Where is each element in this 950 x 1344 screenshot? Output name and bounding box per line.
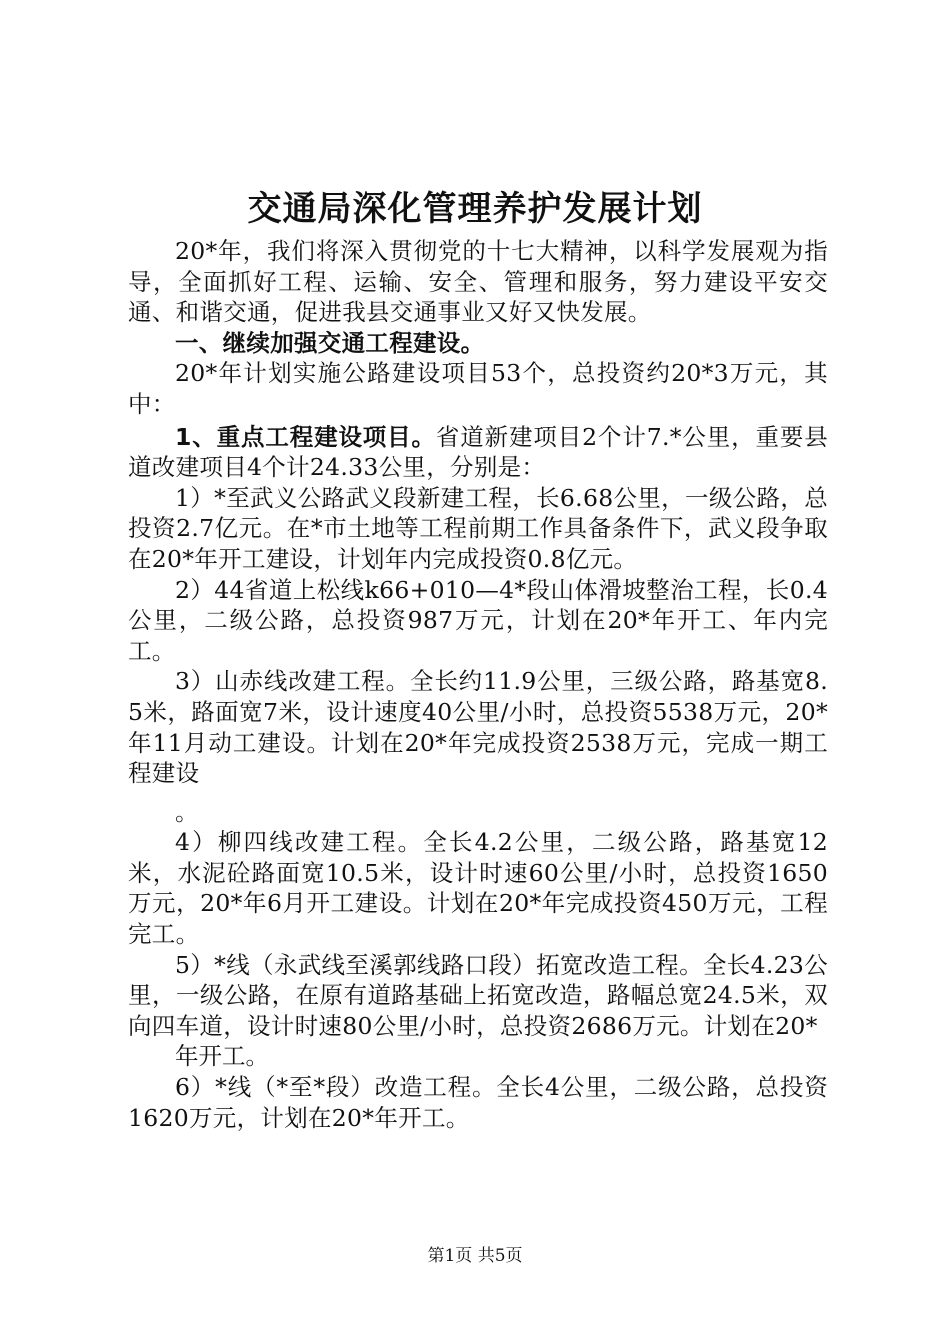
project-6-paragraph: 6）*线（*至*段）改造工程。全长4公里，二级公路，总投资1620万元，计划在20*年开工。 xyxy=(128,1073,828,1132)
project-5-tail: 年开工。 xyxy=(175,1042,269,1071)
key-projects-paragraph xyxy=(128,422,828,483)
project-2-paragraph: 2）44省道上松线k66+010—4*段山体滑坡整治工程，长0.4公里，二级公路，总投资987万元，计划在20*年开工、年内完工。 xyxy=(128,575,828,665)
section-heading: 一、继续加强交通工程建设。 xyxy=(175,328,485,357)
project-3-tail: 。 xyxy=(175,797,199,826)
plan-summary-paragraph: 20*年计划实施公路建设项目53个，总投资约20*3万元，其中： xyxy=(128,359,828,418)
page-footer: 第1页 共5页 xyxy=(427,1246,523,1266)
document-title: 交通局深化管理养护发展计划 xyxy=(247,189,703,229)
key-projects-lead: 1、重点工程建设项目。 xyxy=(175,422,436,451)
document-body xyxy=(128,236,828,1133)
project-4-paragraph: 4）柳四线改建工程。全长4.2公里，二级公路，路基宽12米，水泥砼路面宽10.5米，设计时速60公里/小时，总投资1650万元，20*年6月开工建设。计划在20*年完成投资450万元，工程完工。 xyxy=(128,828,828,949)
spacer xyxy=(128,789,828,797)
intro-paragraph: 20*年，我们将深入贯彻党的十七大精神，以科学发展观为指导，全面抓好工程、运输、安全、管理和服务，努力建设平安交通、和谐交通，促进我县交通事业又好又快发展。 xyxy=(128,237,828,327)
project-3-paragraph: 3）山赤线改建工程。全长约11.9公里，三级公路，路基宽8.5米，路面宽7米，设计速度40公里/小时，总投资5538万元，20*年11月动工建设。计划在20*年完成投资2538万元，完成一期工程建设 xyxy=(128,667,828,788)
project-5-paragraph: 5）*线（永武线至溪郭线路口段）拓宽改造工程。全长4.23公里，一级公路，在原有道路基础上拓宽改造，路幅总宽24.5米，双向四车道，设计时速80公里/小时，总投资2686万元。计划在20* xyxy=(128,950,828,1040)
key-projects-text: 省道新建项目2个计7.*公里，重要县道改建项目4个计24.33公里，分别是： xyxy=(128,422,828,482)
project-1-paragraph: 1）*至武义公路武义段新建工程，长6.68公里，一级公路，总投资2.7亿元。在*市土地等工程前期工作具备条件下，武义段争取在20*年开工建设，计划年内完成投资0.8亿元。 xyxy=(128,483,828,573)
